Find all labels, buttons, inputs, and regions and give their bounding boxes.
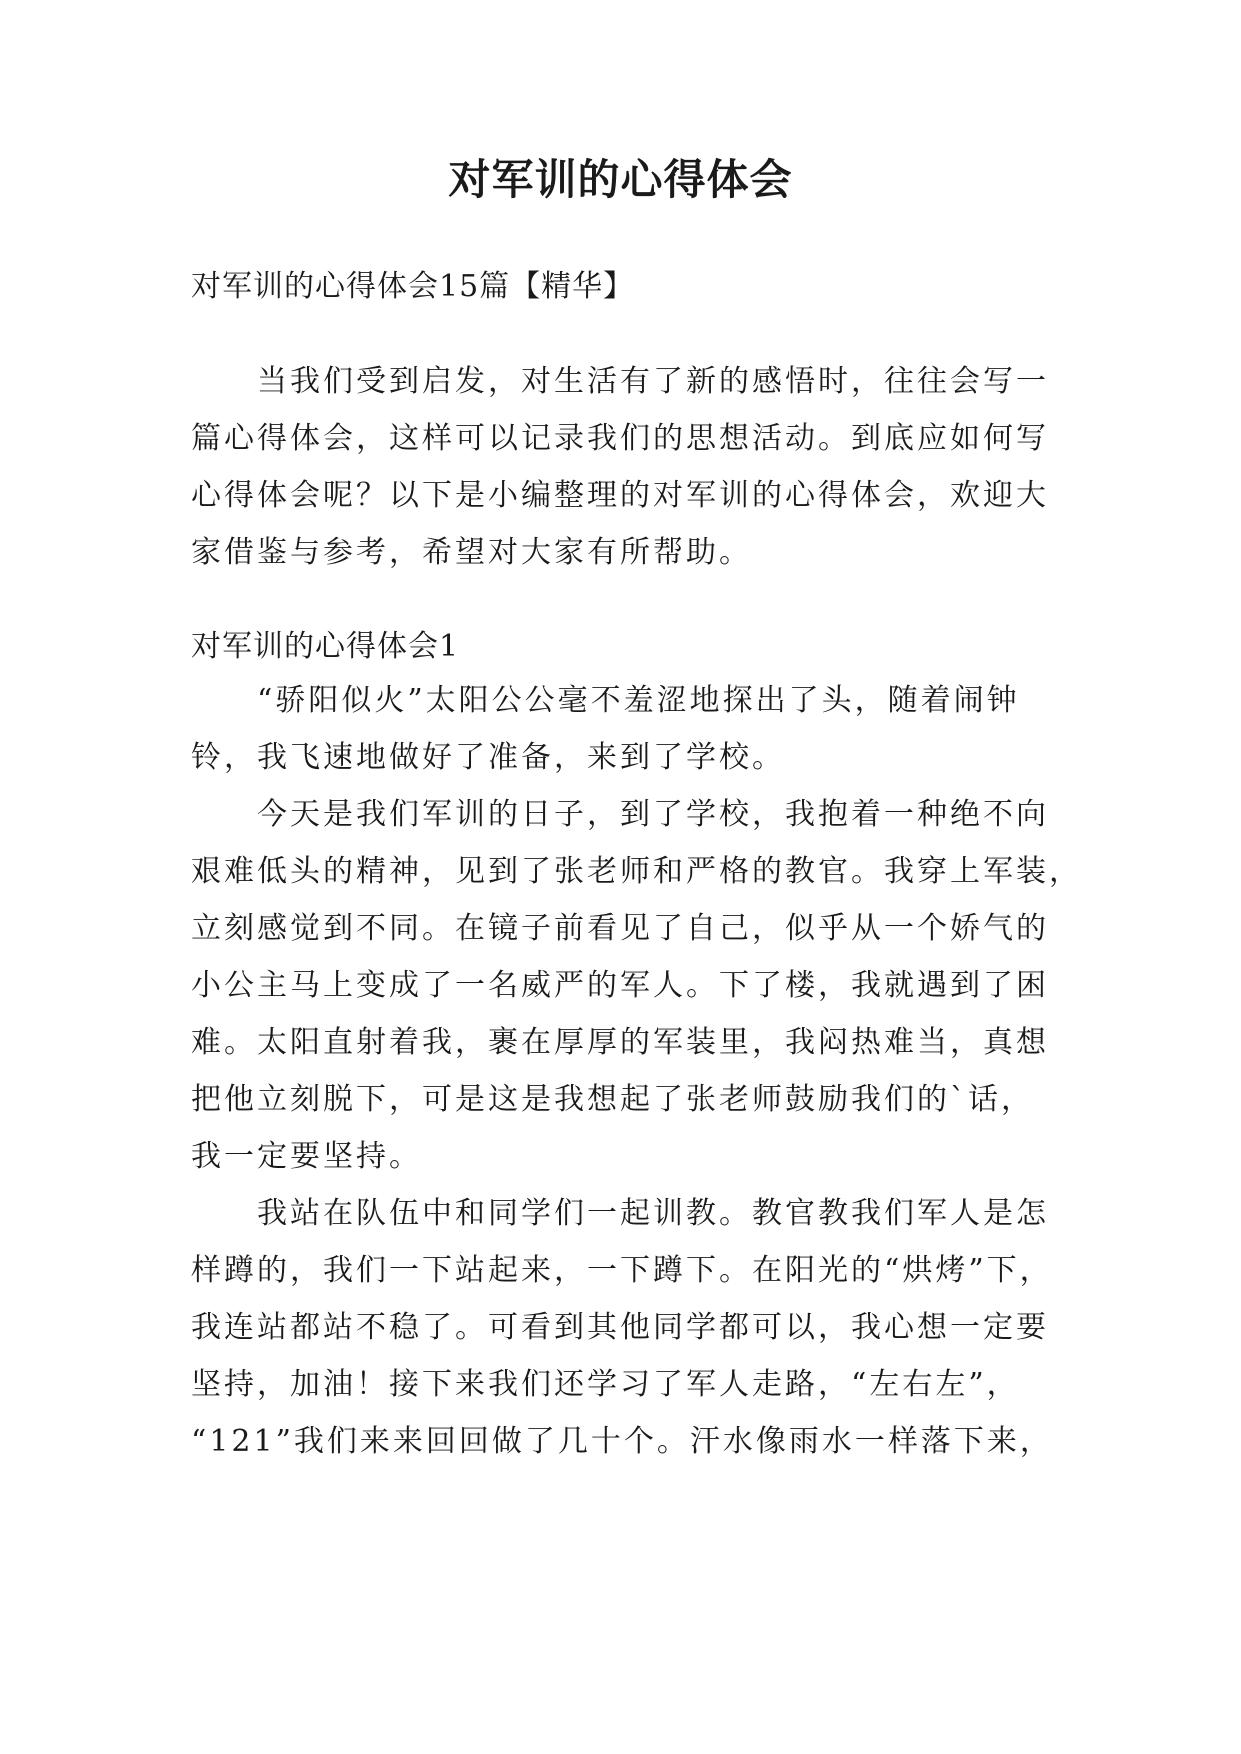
body-line: 艰难低头的精神，见到了张老师和严格的教官。我穿上军装， [191,854,1082,889]
intro-line: 家借鉴与参考，希望对大家有所帮助。 [191,535,752,570]
document-subtitle: 对军训的心得体会15篇【精华】 [191,269,635,304]
body-line: 把他立刻脱下，可是这是我想起了张老师鼓励我们的`话， [191,1082,1034,1117]
body-line: “骄阳似火”太阳公公毫不羞涩地探出了头，随着闹钟 [191,683,1020,718]
body-line: 铃，我飞速地做好了准备，来到了学校。 [191,740,785,775]
body-line: 小公主马上变成了一名威严的军人。下了楼，我就遇到了困 [191,968,1049,1003]
intro-line: 当我们受到启发，对生活有了新的感悟时，往往会写一 [191,364,1049,399]
body-line: 我连站都站不稳了。可看到其他同学都可以，我心想一定要 [191,1310,1049,1345]
intro-line: 篇心得体会，这样可以记录我们的思想活动。到底应如何写 [191,421,1049,456]
body-line: “121”我们来来回回做了几十个。汗水像雨水一样落下来， [191,1424,1053,1459]
body-line: 我站在队伍中和同学们一起训教。教官教我们军人是怎 [191,1196,1049,1231]
body-line: 今天是我们军训的日子，到了学校，我抱着一种绝不向 [191,797,1049,832]
body-text [191,672,1082,1470]
document-title: 对军训的心得体会 [448,155,793,204]
body-line: 坚持，加油！接下来我们还学习了军人走路，“左右左”， [191,1367,1020,1402]
section-heading: 对军训的心得体会1 [191,629,460,664]
body-line: 我一定要坚持。 [191,1139,422,1174]
intro-paragraph [191,353,1061,581]
body-line: 难。太阳直射着我，裹在厚厚的军装里，我闷热难当，真想 [191,1025,1049,1060]
body-line: 立刻感觉到不同。在镜子前看见了自己，似乎从一个娇气的 [191,911,1049,946]
intro-line: 心得体会呢？以下是小编整理的对军训的心得体会，欢迎大 [191,478,1049,513]
body-line: 样蹲的，我们一下站起来，一下蹲下。在阳光的“烘烤”下， [191,1253,1053,1288]
